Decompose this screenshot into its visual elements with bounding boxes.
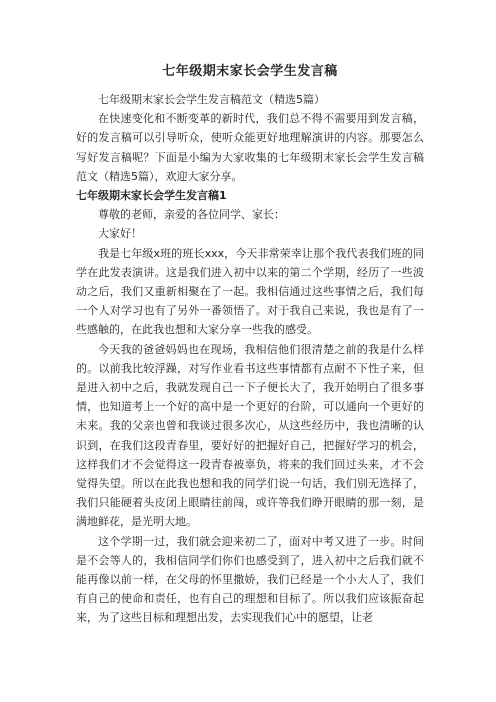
body-paragraph-2: 今天我的爸爸妈妈也在现场，我相信他们很清楚之前的我是什么样的。以前我比较浮躁，对写作业看书这些事情都有点耐不下性子来，但是进入初中之后，我就发现自己一下子便长大了，我开始明白了很多事情，也知道考上一个好的高中是一个更好的台阶，可以通向一个更好的未来。我的父亲也曾和我谈过很多次心，从这些经历中，我也清晰的认识到，在我们这段青春里，要好好的把握好自己，把握好学习的机会，这样我们才不会觉得这一段青春被辜负，将来的我们回过头来，才不会觉得失望。所以在此我也想和我的同学们说一句话，我们别无选择了，我们只能硬着头皮闭上眼睛往前闯，或许等我们睁开眼睛的那一刻，是满地鲜花，是光明大地。: [76, 342, 424, 529]
body-paragraph-1: 我是七年级x班的班长xxx，今天非常荣幸让那个我代表我们班的同学在此发表演讲。这是我们进入初中以来的第二个学期，经历了一些波动之后，我们又重新相聚在了一起。我相信通过这些事情之后，我们每一个人对学习也有了另外一番领悟了。对于我自己来说，我也是有了一些感触的，在此我也想和大家分享一些我的感受。: [76, 246, 424, 337]
document-title: 七年级期末家长会学生发言稿: [162, 64, 338, 79]
greeting-paragraph: 尊敬的老师，亲爱的各位同学、家长：: [98, 208, 285, 222]
body-paragraph-3: 这个学期一过，我们就会迎来初二了，面对中考又进了一步。时间是不会等人的，我相信同学们你们也感受到了，进入初中之后我们就不能再像以前一样，在父母的怀里撒娇，我们已经是一个小大人了，我们有自己的使命和责任，也有自己的理想和目标了。所以我们应该振奋起来，为了这些目标和理想出发，去实现我们心中的愿望，让老: [76, 534, 424, 625]
hello-paragraph: 大家好！: [98, 227, 142, 241]
subtitle-paragraph: 七年级期末家长会学生发言稿范文（精选5篇）: [98, 93, 325, 106]
section-heading: 七年级期末家长会学生发言稿1: [76, 189, 227, 203]
intro-paragraph: 在快速变化和不断变革的新时代，我们总不得不需要用到发言稿，好的发言稿可以引导听众，使听众能更好地理解演讲的内容。那要怎么写好发言稿呢？下面是小编为大家收集的七年级期末家长会学生发言稿范文（精选5篇），欢迎大家分享。: [76, 112, 424, 183]
